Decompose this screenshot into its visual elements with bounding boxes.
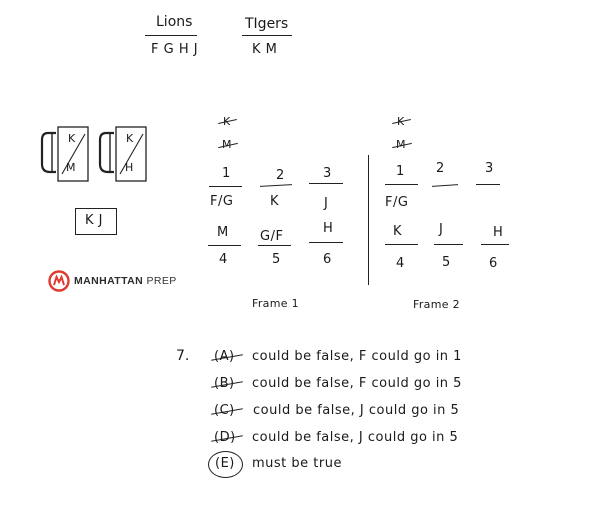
- block-1-bottom: M: [66, 161, 76, 174]
- frame2-slot-3-num: 3: [485, 161, 494, 176]
- frame1-slot-3-line: [309, 183, 343, 184]
- bracket-icon: [100, 133, 114, 172]
- frame2-slot-5-num: 5: [442, 255, 451, 270]
- lions-title: Lions: [156, 14, 193, 30]
- frame2-slot-2-num: 2: [436, 161, 445, 176]
- frame1-slot-1-num: 1: [222, 166, 231, 181]
- frame1-crossed-k: K: [223, 115, 231, 128]
- logo-bold: MANHATTAN: [74, 275, 144, 287]
- frame2-slot-4-num: 4: [396, 256, 405, 271]
- option-c-text: could be false, J could go in 5: [253, 403, 460, 418]
- frame2-slot-1-line: [385, 184, 418, 185]
- frame-divider: [368, 155, 369, 285]
- block-2-top: K: [126, 132, 134, 145]
- frame1-slot-5-entry: G/F: [260, 229, 284, 244]
- block-1-top: K: [68, 132, 76, 145]
- frame2-crossed-k: K: [397, 115, 405, 128]
- tigers-underline: [242, 35, 292, 36]
- option-e-text: must be true: [252, 456, 342, 471]
- tigers-members: K M: [252, 42, 278, 57]
- frame1-slot-5-num: 5: [272, 252, 281, 267]
- frame2-slot-6-num: 6: [489, 256, 498, 271]
- frame1-slot-4-num: 4: [219, 252, 228, 267]
- bracket-icon: [42, 133, 56, 172]
- frame2-slot-5-line: [434, 244, 463, 245]
- frame2-slot-1-entry: F/G: [385, 195, 409, 210]
- option-d-letter: (D): [214, 430, 236, 445]
- lions-members: F G H J: [151, 42, 199, 57]
- tigers-title: TIgers: [245, 16, 289, 32]
- lions-underline: [145, 35, 197, 36]
- frame1-slot-3-num: 3: [323, 166, 332, 181]
- frame2-slot-3-line: [476, 184, 500, 185]
- frame2-label: Frame 2: [413, 298, 460, 311]
- frame2-slot-2-line: [432, 184, 458, 187]
- frame1-label: Frame 1: [252, 297, 299, 310]
- frame1-slot-1-line: [209, 186, 242, 187]
- option-b-letter: (B): [214, 376, 235, 391]
- frame2-slot-4-line: [385, 244, 418, 245]
- frame1-crossed-m: M: [222, 138, 232, 151]
- option-c-letter: (C): [214, 403, 235, 418]
- kj-block-label: K J: [85, 213, 103, 228]
- frame1-slot-2-num: 2: [276, 168, 285, 183]
- frame2-crossed-m: M: [396, 138, 406, 151]
- frame1-slot-1-entry: F/G: [210, 194, 234, 209]
- frame1-slot-6-entry: H: [323, 221, 334, 236]
- option-d-text: could be false, J could go in 5: [252, 430, 459, 445]
- logo-light: PREP: [143, 275, 177, 287]
- manhattan-prep-logo-icon: [48, 270, 70, 292]
- frame1-slot-5-line: [258, 245, 291, 246]
- question-number: 7.: [176, 348, 190, 364]
- option-a-text: could be false, F could go in 1: [252, 349, 462, 364]
- frame2-slot-6-entry: H: [493, 225, 504, 240]
- frame2-slot-1-num: 1: [396, 164, 405, 179]
- block-2-bottom: H: [125, 161, 134, 174]
- frame1-slot-4-line: [208, 245, 241, 246]
- frame2-slot-5-entry: J: [439, 222, 444, 237]
- option-e-letter: (E): [215, 456, 235, 471]
- option-b-text: could be false, F could go in 5: [252, 376, 462, 391]
- frame1-slot-2-entry: K: [270, 194, 280, 209]
- option-a-letter: (A): [214, 349, 235, 364]
- frame2-slot-6-line: [481, 244, 509, 245]
- frame1-slot-3-entry: J: [324, 196, 329, 211]
- frame2-slot-4-entry: K: [393, 224, 403, 239]
- frame1-slot-2-line: [260, 184, 292, 187]
- manhattan-prep-logo: [48, 270, 177, 292]
- frame1-slot-4-entry: M: [217, 225, 229, 240]
- frame1-slot-6-line: [309, 242, 343, 243]
- frame1-slot-6-num: 6: [323, 252, 332, 267]
